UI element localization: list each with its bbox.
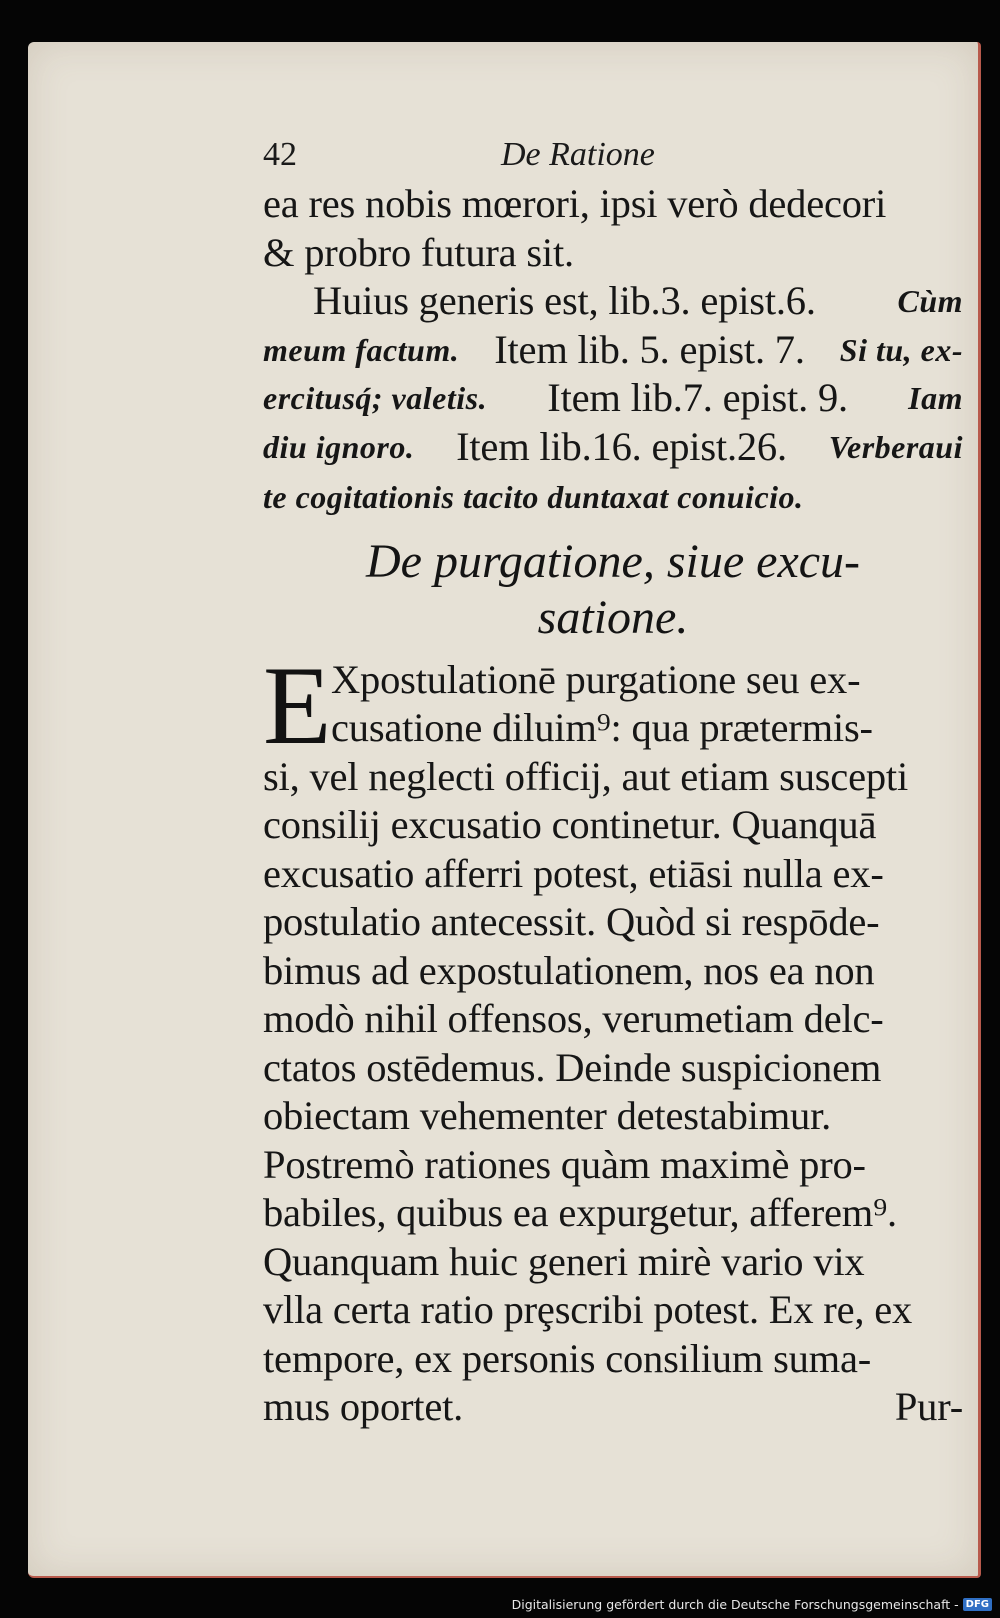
text-segment: Item lib. 5. epist. 7. xyxy=(494,326,805,372)
text-line: cusatione diluim⁹: qua prætermis- xyxy=(331,705,873,750)
text-segment: Item lib.16. epist.26. xyxy=(456,423,787,469)
text-segment: Item lib.7. epist. 9. xyxy=(547,375,848,420)
text-line xyxy=(263,471,963,520)
text-line: tempore, ex personis consilium suma- xyxy=(263,1335,872,1381)
text-line: Xpostulationē purgatione seu ex- xyxy=(331,656,861,702)
book-page xyxy=(28,42,981,1578)
text-line: obiectam vehementer detestabimur. xyxy=(263,1093,832,1138)
credit-text: Digitalisierung gefördert durch die Deutsche Forschungsgemeinschaft - xyxy=(511,1597,959,1612)
text-line xyxy=(263,1383,963,1432)
paragraph xyxy=(263,643,963,1432)
text-line: ea res nobis mœrori, ipsi verò dedecori xyxy=(263,181,887,226)
text-segment: Huius generis est, lib.3. epist.6. xyxy=(313,278,816,323)
heading-line: satione. xyxy=(537,590,689,644)
italic-citation: Iam xyxy=(908,380,963,416)
text-line: Postremò rationes quàm maximè pro- xyxy=(263,1141,866,1187)
text-line xyxy=(263,277,963,326)
text-line: si, vel neglecti officij, aut etiam suscepti xyxy=(263,753,909,799)
italic-citation: Si tu, ex- xyxy=(839,331,963,368)
italic-citation: Verberaui xyxy=(828,428,963,465)
heading-line: De purgatione, siue excu- xyxy=(365,534,861,588)
italic-citation: meum factum. xyxy=(263,331,460,368)
text-line: Quanquam huic generi mirè vario vix xyxy=(263,1238,865,1284)
section-heading xyxy=(263,534,963,646)
text-line: ctatos ostēdemus. Deinde suspicionem xyxy=(263,1044,882,1090)
catchword: Pur- xyxy=(894,1384,963,1429)
text-line: excusatio afferri potest, etiāsi nulla ex- xyxy=(263,850,884,896)
italic-citation: te cogitationis tacito duntaxat conuicio. xyxy=(263,479,804,515)
text-line: modò nihil offensos, verumetiam delc- xyxy=(263,996,884,1041)
text-line: bimus ad expostulationem, nos ea non xyxy=(263,947,875,993)
page-content xyxy=(263,130,963,1432)
text-line: & probro futura sit. xyxy=(263,229,574,275)
italic-citation: Cùm xyxy=(897,283,963,319)
page-header xyxy=(263,130,963,180)
body-text xyxy=(263,180,963,520)
text-line xyxy=(263,326,963,375)
text-line: consilij excusatio continetur. Quanquā xyxy=(263,802,877,847)
text-line xyxy=(263,423,963,472)
drop-capital: E xyxy=(263,643,332,768)
italic-citation: diu ignoro. xyxy=(263,428,415,465)
text-line: postulatio antecessit. Quòd si respōde- xyxy=(263,899,880,944)
digitization-credit xyxy=(512,1597,992,1612)
page-number: 42 xyxy=(263,136,297,173)
text-segment: mus oportet. xyxy=(263,1384,464,1429)
dfg-logo: DFG xyxy=(963,1598,992,1611)
text-line: babiles, quibus ea expurgetur, afferem⁹. xyxy=(263,1190,897,1235)
text-line: vlla certa ratio prȩscribi potest. Ex re, ex xyxy=(263,1287,913,1332)
text-line xyxy=(263,374,963,423)
italic-citation: ercitusq́; valetis. xyxy=(263,380,488,416)
running-head: De Ratione xyxy=(501,136,655,173)
